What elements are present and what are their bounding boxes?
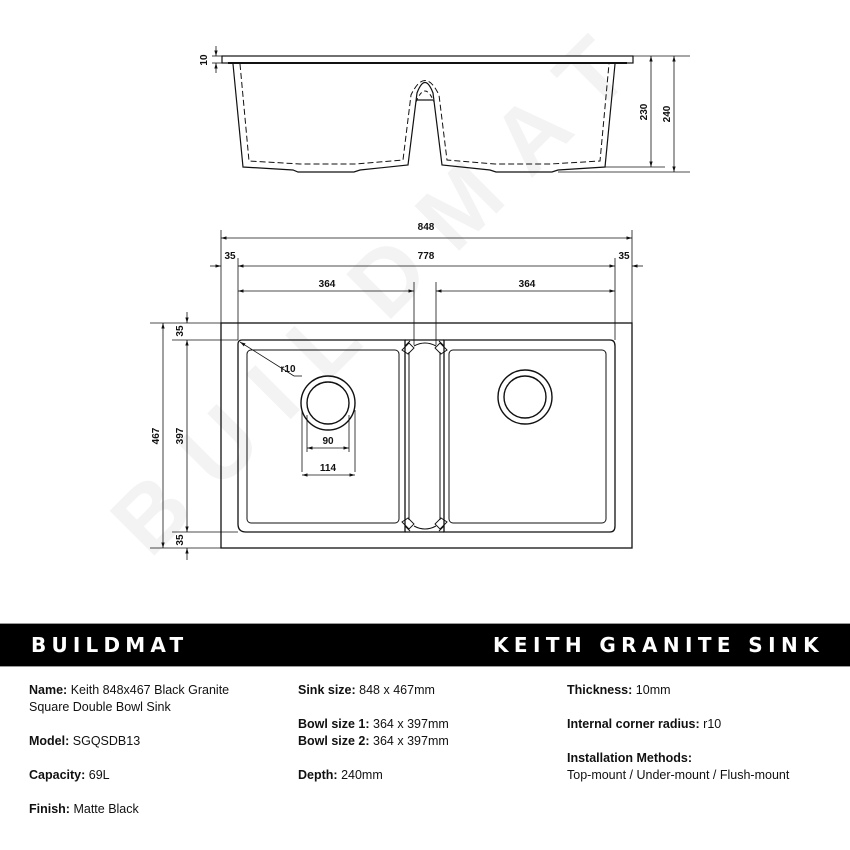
total-depth-label: 240 — [662, 105, 673, 123]
svg-text:BUILDMAT — [92, 0, 669, 574]
overall-width-label: 848 — [417, 222, 435, 233]
left-margin-label: 35 — [224, 251, 236, 262]
spec-corner-radius: Internal corner radius: r10 — [567, 717, 722, 731]
bowl1-width-label: 364 — [318, 279, 336, 290]
bottom-margin-label: 35 — [175, 534, 186, 546]
bowl-height-label: 397 — [175, 427, 186, 445]
watermark — [92, 0, 669, 574]
spec-sink-size: Sink size: 848 x 467mm — [298, 683, 435, 697]
spec-column-3 — [567, 682, 847, 784]
spec-capacity: Capacity: 69L — [29, 768, 110, 782]
spec-model: Model: SGQSDB13 — [29, 734, 141, 748]
waste-outer-label: 114 — [319, 463, 337, 474]
waste-inner-label: 90 — [322, 436, 334, 447]
right-margin-label: 35 — [618, 251, 630, 262]
spec-column-1 — [29, 682, 269, 818]
spec-finish: Finish: Matte Black — [29, 802, 139, 816]
overall-height-label: 467 — [151, 427, 162, 445]
spec-thickness: Thickness: 10mm — [567, 683, 671, 697]
product-title: KEITH GRANITE SINK — [493, 633, 824, 657]
spec-column-2 — [298, 682, 548, 784]
spec-bowl-size-1: Bowl size 1: 364 x 397mm — [298, 717, 449, 731]
inner-width-label: 778 — [417, 251, 435, 262]
inner-depth-label: 230 — [639, 103, 650, 121]
spec-depth: Depth: 240mm — [298, 768, 383, 782]
spec-installation: Installation Methods: Top-mount / Under-mount / Flush-mount — [567, 751, 790, 782]
title-banner — [0, 623, 850, 667]
thickness-label: 10 — [199, 54, 210, 66]
top-margin-label: 35 — [175, 325, 186, 337]
brand-name: BUILDMAT — [31, 633, 189, 657]
corner-radius-label: r10 — [280, 364, 296, 375]
spec-bowl-size-2: Bowl size 2: 364 x 397mm — [298, 734, 449, 748]
spec-name: Name: Keith 848x467 Black Granite Square Double Bowl Sink — [29, 683, 230, 714]
bowl2-width-label: 364 — [518, 279, 536, 290]
